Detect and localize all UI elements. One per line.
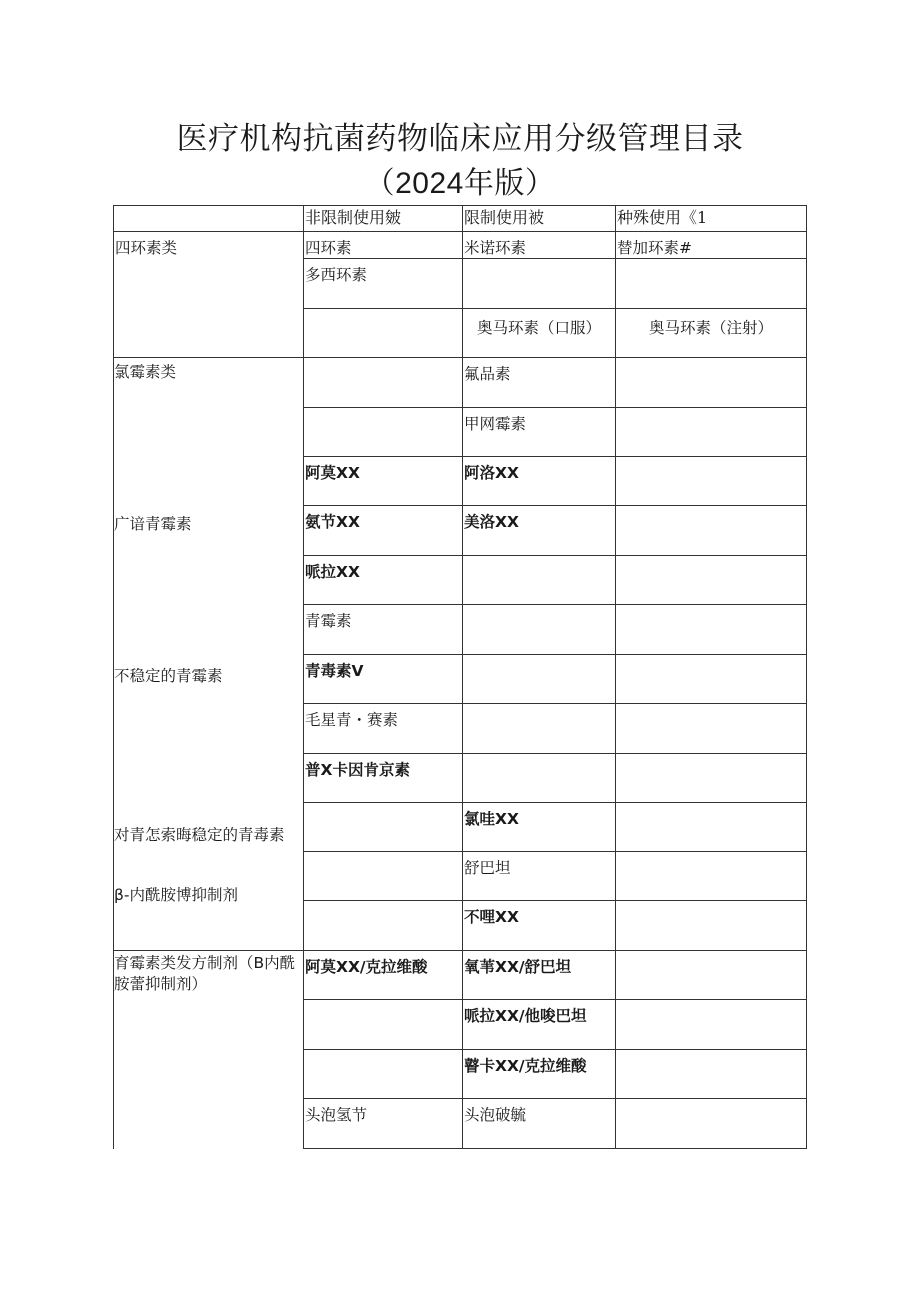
cell-special — [616, 1099, 807, 1149]
table-row — [114, 232, 807, 259]
cell-special: 奥马环素（注射） — [616, 309, 807, 358]
cell-nonrestricted: 阿莫XX/克拉维酸 — [304, 951, 463, 1000]
cell-restricted: 氯哇XX — [463, 803, 616, 852]
document-title: 医疗机构抗菌药物临床应用分级管理目录 — [176, 121, 744, 157]
cell-nonrestricted — [304, 358, 463, 408]
cell-restricted: 阿洛XX — [463, 457, 616, 506]
cell-restricted — [463, 605, 616, 655]
cell-special — [616, 803, 807, 852]
cell-special — [616, 506, 807, 556]
cell-nonrestricted — [304, 803, 463, 852]
cell-restricted — [463, 556, 616, 605]
cell-nonrestricted: 青霉素 — [304, 605, 463, 655]
cell-nonrestricted — [304, 1050, 463, 1099]
cell-special — [616, 605, 807, 655]
cell-nonrestricted: 阿莫XX — [304, 457, 463, 506]
cell-special: 替加环素# — [616, 232, 807, 259]
category-beta-lactamase-inhibitors: β-内酰胺博抑制剂 — [114, 886, 238, 904]
cell-nonrestricted: 头泡氢节 — [304, 1099, 463, 1149]
cell-special — [616, 754, 807, 803]
cell-special — [616, 408, 807, 457]
table-header-row — [114, 206, 807, 232]
cell-special — [616, 556, 807, 605]
cell-nonrestricted: 氨节XX — [304, 506, 463, 556]
cell-restricted: 氧苇XX/舒巴坦 — [463, 951, 616, 1000]
cell-nonrestricted — [304, 408, 463, 457]
category-cell-penicillins-group — [114, 358, 304, 951]
cell-nonrestricted: 毛星青・赛素 — [304, 704, 463, 754]
cell-nonrestricted — [304, 901, 463, 951]
cell-nonrestricted: 青毒素V — [304, 655, 463, 704]
cell-restricted: 哌拉XX/他唆巴坦 — [463, 1000, 616, 1050]
cell-nonrestricted — [304, 1000, 463, 1050]
cell-special — [616, 457, 807, 506]
cell-restricted: 舒巴坦 — [463, 852, 616, 901]
cell-special — [616, 951, 807, 1000]
header-restricted: 限制使用被 — [463, 206, 616, 232]
cell-restricted — [463, 704, 616, 754]
cell-restricted — [463, 754, 616, 803]
cell-restricted — [463, 655, 616, 704]
category-broad-spectrum-penicillins: 广谙青霉素 — [114, 515, 192, 533]
cell-restricted: 瞽卡XX/克拉维酸 — [463, 1050, 616, 1099]
category-compound-penicillins: 育霉素类发方制剂（B内酰胺蕾抑制剂） — [114, 954, 296, 993]
cell-special — [616, 901, 807, 951]
cell-restricted — [463, 259, 616, 309]
header-cell-empty — [114, 206, 304, 232]
cell-restricted: 米诺环素 — [463, 232, 616, 259]
cell-nonrestricted: 哌拉XX — [304, 556, 463, 605]
category-unstable-penicillins: 不稳定的青霉素 — [114, 667, 223, 685]
cell-nonrestricted — [304, 309, 463, 358]
header-special: 种殊使用《1 — [616, 206, 807, 232]
cell-special — [616, 1000, 807, 1050]
cell-restricted: 甲网霉素 — [463, 408, 616, 457]
header-nonrestricted: 非限制使用皴 — [304, 206, 463, 232]
cell-nonrestricted — [304, 852, 463, 901]
cell-restricted: 不哩XX — [463, 901, 616, 951]
table-row — [114, 358, 807, 408]
category-stable-penicillins: 对青怎索晦稳定的青毒素 — [114, 826, 285, 844]
cell-restricted: 头泡破毓 — [463, 1099, 616, 1149]
cell-restricted: 美洛XX — [463, 506, 616, 556]
cell-nonrestricted: 四环素 — [304, 232, 463, 259]
document-subtitle: （2024年版） — [364, 167, 556, 200]
cell-special — [616, 1050, 807, 1099]
cell-nonrestricted: 多西环素 — [304, 259, 463, 309]
cell-special — [616, 259, 807, 309]
cell-nonrestricted: 普X卡因肯京素 — [304, 754, 463, 803]
category-cell-tetracyclines: 四环素类 — [114, 232, 304, 358]
cell-special — [616, 655, 807, 704]
cell-restricted: 奥马环素（口服） — [463, 309, 616, 358]
cell-special — [616, 704, 807, 754]
cell-restricted: 氟品素 — [463, 358, 616, 408]
category-chloramphenicols: 氯霉素类 — [114, 363, 177, 381]
cell-special — [616, 852, 807, 901]
cell-special — [616, 358, 807, 408]
